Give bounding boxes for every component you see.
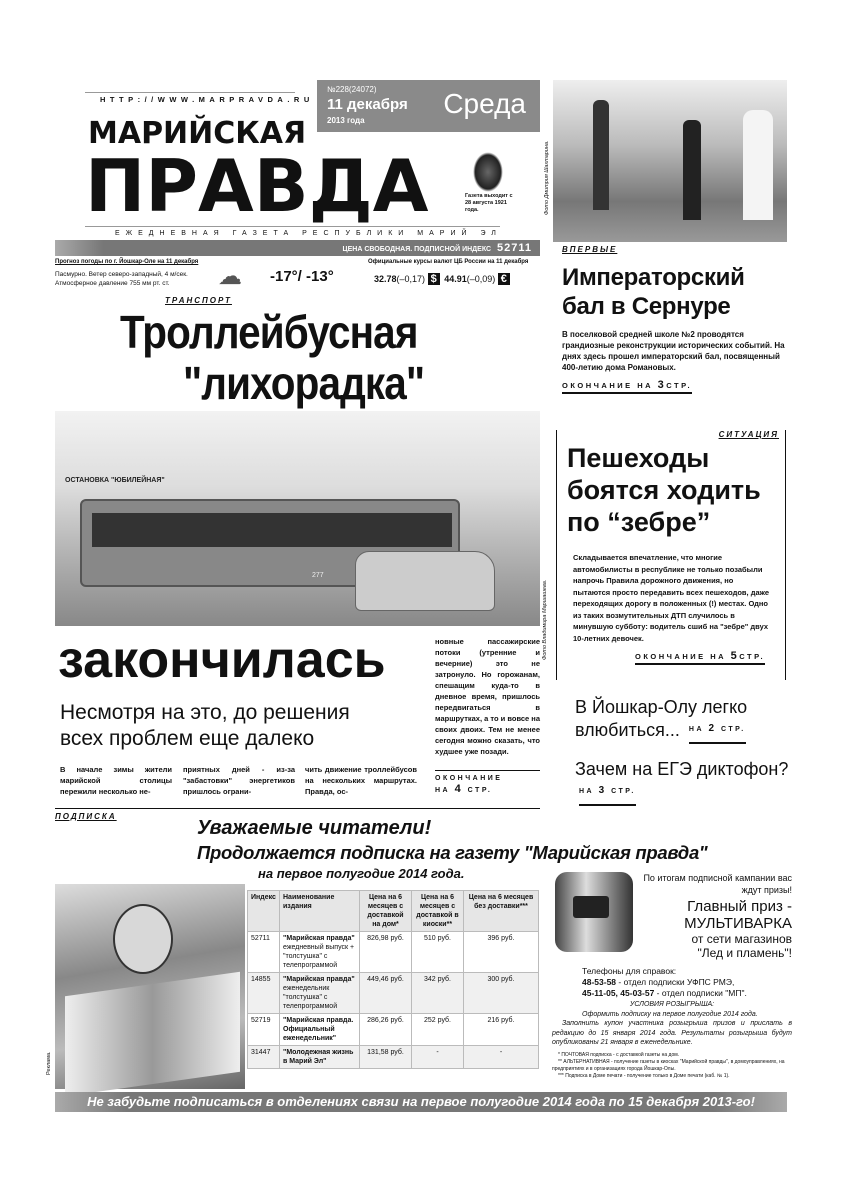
stop-sign: ОСТАНОВКА "ЮБИЛЕЙНАЯ" (65, 477, 165, 484)
weather-desc: Пасмурно. Ветер северо-западный, 4 м/сек. (55, 271, 188, 278)
price-label: ЦЕНА СВОБОДНАЯ. ПОДПИСНОЙ ИНДЕКС (342, 246, 492, 253)
since-note: Газета выходит с 28 августа 1921 года. (465, 193, 513, 213)
zebra-headline[interactable]: Пешеходы боятся ходить по “зебре” (567, 443, 761, 537)
rubric-subscription: ПОДПИСКА (55, 812, 117, 821)
teaser-ege[interactable]: Зачем на ЕГЭ диктофон? НА 3 СТР. (575, 758, 790, 806)
trolley-col-4: новные пассажирские потоки (утренние и вечерние) это не затронуло. Но горожанам, спешащим куда-то в дневное время, пришлось передвигаться в маршрутках, а то и вовсе на своих двоих. Тем не менее сегодня можно сказать, что худшее уже позади. (435, 637, 540, 756)
trolley-continued[interactable]: ОКОНЧАНИЕ НА 4 СТР. (435, 770, 540, 796)
weather (55, 259, 365, 294)
car (355, 551, 495, 611)
subscription-table (247, 890, 539, 1069)
usd-change: (–0,17) (396, 274, 426, 284)
eur-change: (–0,09) (466, 274, 496, 284)
trolleybus: 277 (80, 499, 460, 587)
weather-title: Прогноз погоды по г. Йошкар-Оле на 11 декабря (55, 259, 199, 265)
trolley-col-2: приятных дней - из-за "забастовки" энергетиков пришлось ограни- (183, 765, 295, 796)
issue-number: №228(24072) (327, 85, 377, 94)
reader-photo (55, 884, 245, 1089)
usd-rate: 32.78 (374, 274, 397, 284)
trolley-headline-1[interactable]: Троллейбусная (120, 306, 418, 358)
subscription-index: 52711 (497, 242, 532, 254)
ball-photo (553, 80, 787, 242)
tagline: ЕЖЕДНЕВНАЯ ГАЗЕТА РЕСПУБЛИКИ МАРИЙ ЭЛ (115, 230, 502, 237)
title-main: ПРАВДА (85, 144, 429, 228)
zebra-lead: Складывается впечатление, что многие автомобилисты в республике не только позабыли напрочь Правила дорожного движения, но пытаются просто передавить всех пешеходов, даже переходящих дорогу в положенных (!) местах. Одно из таких возмутительных ДТП случилось в минувшую субботу: водитель сшиб на "зебре" двух 10-летних девочек. (573, 553, 770, 643)
issue-date: 11 декабря (327, 96, 408, 113)
trolley-col-1: В начале зимы жители марийской столицы пережили несколько не- (60, 765, 172, 796)
trolley-headline-2[interactable]: "лихорадка" (183, 357, 425, 409)
deadline-banner: Не забудьте подписаться в отделениях связи на первое полугодие 2014 года по 15 декабря 2013-го! (55, 1092, 787, 1112)
prize-info: По итогам подписной кампании вас ждут призы! Главный приз - МУЛЬТИВАРКА от сети магазинов "Лед и пламень"! (643, 873, 792, 960)
ball-headline[interactable]: Императорский бал в Сернуре (562, 264, 745, 320)
photo-credit-top: Фото Дмитрия Шахтарина. (544, 140, 550, 215)
euro-icon: € (498, 273, 510, 285)
trolley-photo (55, 411, 540, 626)
temperature: -17°/ -13° (270, 268, 334, 285)
price-bar (55, 240, 540, 256)
zebra-article (556, 430, 786, 680)
rubric-trolley: ТРАНСПОРТ (165, 296, 232, 305)
ball-lead: В поселковой средней школе №2 проводятся грандиозные реконструкции исторических событий. На днях здесь прошел императорский бал, посвященный 400-летию дома Романовых. (562, 330, 785, 372)
issue-box (317, 80, 540, 132)
table-row: 31447 "Молодежная жизнь в Марий Эл" 131,58 руб. - - (248, 1046, 539, 1069)
multicooker-image (555, 872, 633, 952)
zebra-continued[interactable]: ОКОНЧАНИЕ НА 5СТР. (635, 650, 765, 665)
photo-credit-bus: Фото Владимира Маршашева. (542, 579, 548, 660)
weekday: Среда (443, 88, 526, 119)
draw-conditions: УСЛОВИЯ РОЗЫГРЫША: Оформить подписку на первое полугодие 2014 года. Заполнить купон участника розыгрыша призов и прислать в редакцию до 15 января 2014 года. Результаты розыгрыша будут опубликованы 21 января в еженедельнике. (552, 1001, 792, 1046)
table-row: 14855 "Марийская правда" еженедельник "толстушка" с телепрограммой 449,46 руб. 342 руб. 300 руб. (248, 973, 539, 1014)
table-row: 52711 "Марийская правда" ежедневный выпуск + "толстушка" с телепрограммой 826,98 руб. 510 руб. 396 руб. (248, 932, 539, 973)
teaser-love[interactable]: В Йошкар-Олу легко влюбиться... НА 2 СТР. (575, 696, 790, 744)
emblem-icon (473, 152, 503, 192)
ball-continued[interactable]: ОКОНЧАНИЕ НА 3СТР. (562, 379, 692, 394)
currency-title: Официальные курсы валют ЦБ России на 11 декабря (368, 259, 529, 265)
site-url[interactable]: HTTP://WWW.MARPRAVDA.RU (100, 95, 314, 104)
trolley-col-3: чить движение троллейбусов на нескольких маршрутах. Правда, ос- (305, 765, 417, 796)
table-header-row: Индекс Наименование издания Цена на 6 месяцев с доставкой на дом* Цена на 6 месяцев с доставкой в киоски** Цена на 6 месяцев без доставки*** (248, 891, 539, 932)
footnotes: * ПОЧТОВАЯ подписка - с доставкой газеты на дом. ** АЛЬТЕРНАТИВНАЯ - получение газеты в киосках "Марийской правды", в домоуправлениях, на предприятиях и в организациях города Йошкар-Олы. *** Подписка в Доме печати - получение только в Доме печати (каб. № 1). (552, 1052, 785, 1079)
issue-year: 2013 года (327, 116, 365, 125)
ad-label: Реклама. (46, 1051, 52, 1075)
cloud-icon: ☁ (218, 263, 242, 290)
phones: Телефоны для справок: 48-53-58 - отдел подписки УФПС РМЭ, 45-11-05, 45-03-57 - отдел подписки "МП". (582, 966, 747, 998)
trolley-subheadline: Несмотря на это, до решения всех проблем еще далеко (60, 701, 350, 750)
trolley-headline-3[interactable]: закончилась (58, 631, 386, 689)
subscription-h3: на первое полугодие 2014 года. (258, 866, 465, 881)
masthead (55, 80, 540, 255)
currency (368, 259, 540, 294)
table-row: 52719 "Марийская правда. Официальный еженедельник" 286,26 руб. 252 руб. 216 руб. (248, 1014, 539, 1046)
eur-rate: 44.91 (444, 274, 467, 284)
subscription-h2: Продолжается подписка на газету "Марийская правда" (197, 842, 708, 863)
phone-ufps[interactable]: 48-53-58 (582, 977, 617, 987)
subscription-h1: Уважаемые читатели! (197, 817, 432, 839)
rubric-ball: ВПЕРВЫЕ (562, 245, 618, 254)
weather-pressure: Атмосферное давление 755 мм рт. ст. (55, 280, 170, 287)
rubric-zebra: СИТУАЦИЯ (718, 430, 779, 439)
phone-mp[interactable]: 45-11-05, 45-03-57 (582, 988, 655, 998)
ball-article (562, 245, 787, 394)
dollar-icon: $ (428, 273, 440, 285)
title-top: МАРИЙСКАЯ (88, 116, 307, 151)
